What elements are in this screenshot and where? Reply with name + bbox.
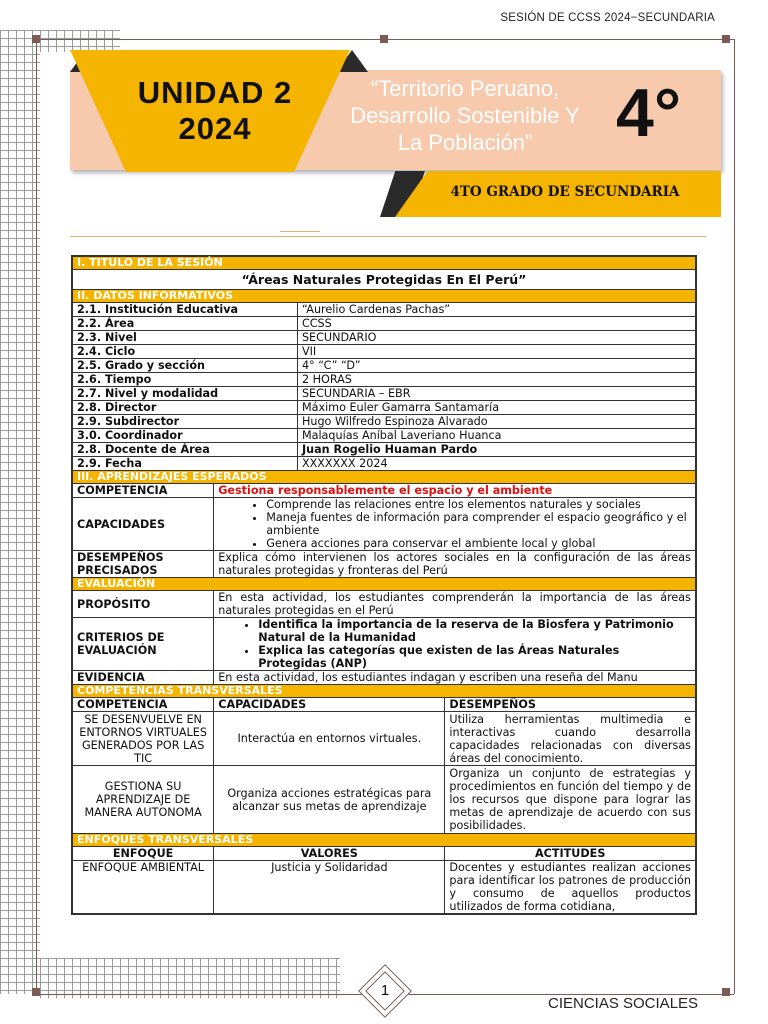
info-label: 2.5. Grado y sección xyxy=(72,359,297,373)
info-row xyxy=(72,443,696,457)
info-row xyxy=(72,331,696,345)
table-row xyxy=(72,712,696,766)
frame-dot-top-left xyxy=(32,35,40,43)
transversal-capacidad: Organiza acciones estratégicas para alcanzar sus metas de aprendizaje xyxy=(214,766,445,834)
unit-theme-line1: “Territorio Peruano, xyxy=(370,76,560,101)
session-table xyxy=(71,255,697,915)
info-label: 2.9. Fecha xyxy=(72,457,297,471)
unit-theme-line3: La Población” xyxy=(397,130,533,155)
section-evaluation-header: EVALUACIÓN xyxy=(72,578,696,591)
info-row xyxy=(72,429,696,443)
criterios-list xyxy=(214,618,696,671)
unit-theme-line2: Desarrollo Sostenible Y xyxy=(350,103,580,128)
divider-line xyxy=(70,236,706,237)
focus-actitudes: Docentes y estudiantes realizan acciones para identificar los patrones de producción y consumo de aquellos productos utilizados de forma cotidiana, xyxy=(445,861,696,915)
grid-decoration-bottom xyxy=(40,958,340,998)
info-value: Máximo Euler Gamarra Santamaría xyxy=(297,401,696,415)
info-value: Juan Rogelio Huaman Pardo xyxy=(297,443,696,457)
info-label: 2.6. Tiempo xyxy=(72,373,297,387)
frame-left-line xyxy=(36,39,37,994)
criterios-label-line2: EVALUACIÓN xyxy=(77,644,157,657)
grade-big: 4° xyxy=(616,75,682,151)
info-row xyxy=(72,457,696,471)
capacidades-label: CAPACIDADES xyxy=(72,498,214,551)
info-row xyxy=(72,373,696,387)
capacidades-list xyxy=(214,498,696,551)
info-label: 3.0. Coordinador xyxy=(72,429,297,443)
frame-dot-top-right xyxy=(722,35,730,43)
table-row xyxy=(72,766,696,834)
evidencia-label: EVIDENCIA xyxy=(72,671,214,685)
frame-right-line xyxy=(734,39,735,994)
info-label: 2.8. Docente de Área xyxy=(72,443,297,457)
evidencia-value: En esta actividad, los estudiantes indagan y escriben una reseña del Manu xyxy=(214,671,696,685)
info-value: XXXXXXX 2024 xyxy=(297,457,696,471)
unit-title xyxy=(105,75,325,147)
focus-header-valores: VALORES xyxy=(214,847,445,861)
proposito-label: PROPÓSITO xyxy=(72,591,214,618)
frame-dot-bottom-right xyxy=(722,988,730,996)
grade-label: 4TO GRADO DE SECUNDARIA xyxy=(450,184,680,200)
info-row xyxy=(72,401,696,415)
header-text: SESIÓN DE CCSS 2024−SECUNDARIA xyxy=(500,12,715,24)
list-item: • Explica las categorías que existen de las Áreas Naturales Protegidas (ANP) xyxy=(258,644,691,670)
grid-decoration-left xyxy=(0,30,40,994)
info-value: “Aurelio Cardenas Pachas” xyxy=(297,303,696,317)
footer-subject: CIENCIAS SOCIALES xyxy=(548,995,699,1012)
transversal-competencia: GESTIONA SU APRENDIZAJE DE MANERA AUTONOMA xyxy=(72,766,214,834)
section-learning-header: III. APRENDIZAJES ESPERADOS xyxy=(72,471,696,484)
criterios-label xyxy=(72,618,214,671)
transversal-capacidad: Interactúa en entornos virtuales. xyxy=(214,712,445,766)
transversal-competencia: SE DESENVUELVE EN ENTORNOS VIRTUALES GENERADOS POR LAS TIC xyxy=(72,712,214,766)
desempenos-label xyxy=(72,551,214,578)
unit-title-line2: 2024 xyxy=(178,111,252,146)
info-label: 2.3. Nivel xyxy=(72,331,297,345)
focus-header-actitudes: ACTITUDES xyxy=(445,847,696,861)
info-value: 2 HORAS xyxy=(297,373,696,387)
proposito-value: En esta actividad, los estudiantes comprenderán la importancia de las áreas naturales protegidas en el Perú xyxy=(214,591,696,618)
list-item: • Identifica la importancia de la reserva de la Biosfera y Patrimonio Natural de la Humanidad xyxy=(258,618,691,644)
info-value: 4° “C” “D” xyxy=(297,359,696,373)
info-row xyxy=(72,317,696,331)
info-value: CCSS xyxy=(297,317,696,331)
list-item: • Maneja fuentes de información para comprender el espacio geográfico y el ambiente xyxy=(266,511,691,537)
unit-theme xyxy=(300,75,630,156)
transversal-header-capacidades: CAPACIDADES xyxy=(214,698,445,712)
section-title-header: I. TITULO DE LA SESIÓN xyxy=(72,256,696,270)
info-label: 2.9. Subdirector xyxy=(72,415,297,429)
info-label: 2.7. Nivel y modalidad xyxy=(72,387,297,401)
transversal-desempeno: Utiliza herramientas multimedia e interactivas cuando desarrolla capacidades relacionadas con diversas áreas del conocimiento. xyxy=(445,712,696,766)
info-label: 2.1. Institución Educativa xyxy=(72,303,297,317)
section-data-header: II. DATOS INFORMATIVOS xyxy=(72,290,696,303)
info-label: 2.8. Director xyxy=(72,401,297,415)
info-row xyxy=(72,415,696,429)
grid-decoration-top xyxy=(40,30,120,52)
unit-title-line1: UNIDAD 2 xyxy=(137,75,293,110)
desempenos-label-line2: PRECISADOS xyxy=(77,564,158,577)
section-transversal-header: COMPETENCIAS TRANSVERSALES xyxy=(72,685,696,698)
info-value: SECUNDARIA – EBR xyxy=(297,387,696,401)
competencia-value: Gestiona responsablemente el espacio y el ambiente xyxy=(214,484,696,498)
focus-header-enfoque: ENFOQUE xyxy=(72,847,214,861)
competencia-label: COMPETENCIA xyxy=(72,484,214,498)
divider-notch xyxy=(280,231,320,241)
focus-enfoque: ENFOQUE AMBIENTAL xyxy=(72,861,214,915)
section-focus-header: ENFOQUES TRANSVERSALES xyxy=(72,834,696,847)
info-value: VII xyxy=(297,345,696,359)
info-row xyxy=(72,345,696,359)
desempenos-label-line1: DESEMPEÑOS xyxy=(77,551,164,564)
table-row xyxy=(72,861,696,915)
page-number: 1 xyxy=(380,982,390,999)
info-label: 2.2. Área xyxy=(72,317,297,331)
frame-dot-bottom-left xyxy=(32,988,40,996)
info-value: SECUNDARIO xyxy=(297,331,696,345)
info-value: Malaquías Aníbal Laveriano Huanca xyxy=(297,429,696,443)
info-value: Hugo Wilfredo Espinoza Alvarado xyxy=(297,415,696,429)
focus-valores: Justicia y Solidaridad xyxy=(214,861,445,915)
info-row xyxy=(72,359,696,373)
info-row xyxy=(72,303,696,317)
transversal-header-competencia: COMPETENCIA xyxy=(72,698,214,712)
list-item: • Genera acciones para conservar el ambiente local y global xyxy=(266,537,691,550)
desempenos-value: Explica cómo intervienen los actores sociales en la configuración de las áreas naturales protegidas y fronteras del Perú xyxy=(214,551,696,578)
list-item: • Comprende las relaciones entre los elementos naturales y sociales xyxy=(266,498,691,511)
frame-dot-top-mid xyxy=(380,35,388,43)
transversal-desempeno: Organiza un conjunto de estrategias y procedimientos en función del tiempo y de los recursos que dispone para lograr las metas de aprendizaje de acuerdo con sus posibilidades. xyxy=(445,766,696,834)
info-row xyxy=(72,387,696,401)
session-title: “Áreas Naturales Protegidas En El Perú” xyxy=(72,270,696,290)
info-label: 2.4. Ciclo xyxy=(72,345,297,359)
criterios-label-line1: CRITERIOS DE xyxy=(77,631,165,644)
transversal-header-desempenos: DESEMPEÑOS xyxy=(445,698,696,712)
